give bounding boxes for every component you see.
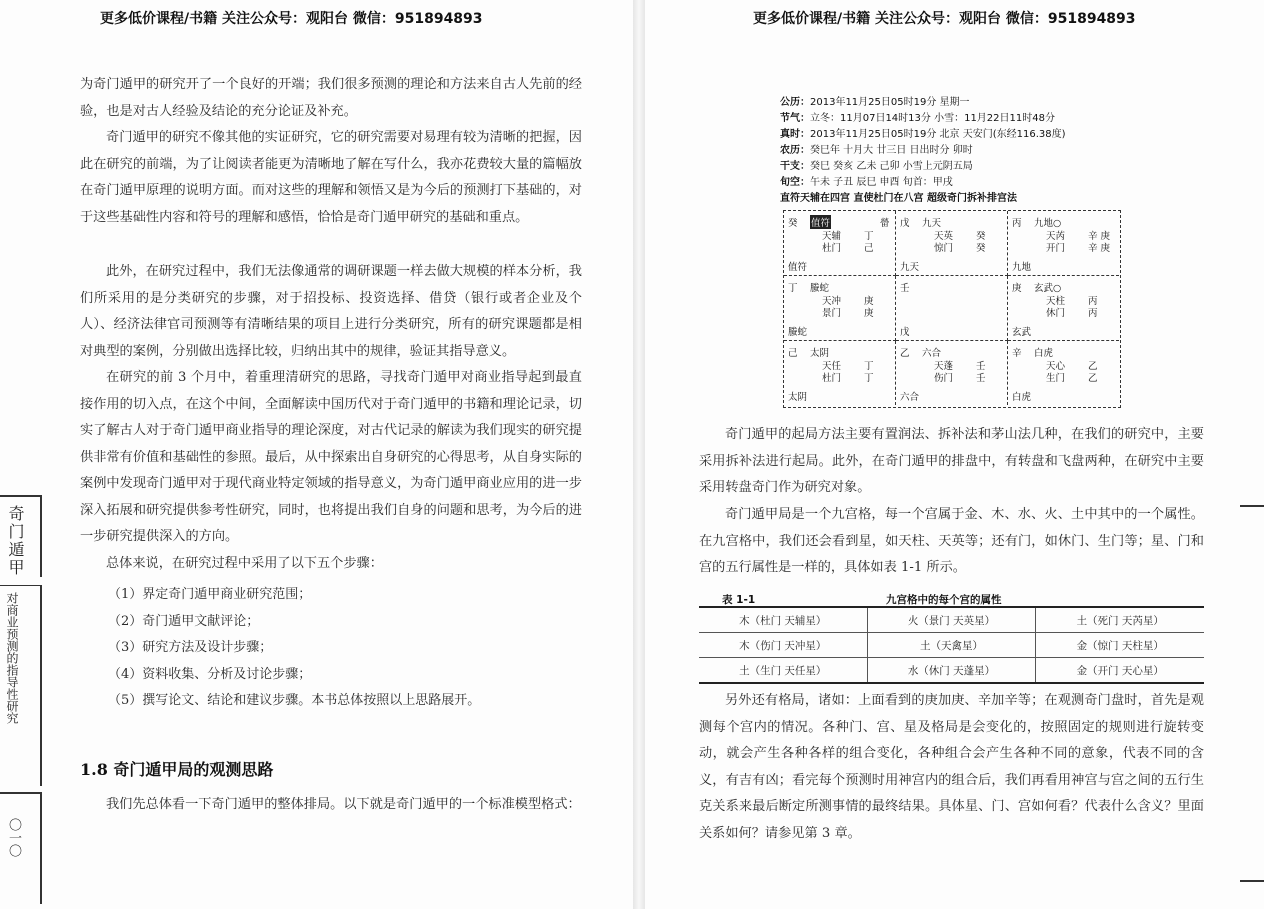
palace-glyph: 壬 (976, 361, 986, 372)
palace-glyph: 己 (864, 243, 874, 254)
palace-glyph: 九天 (922, 218, 942, 229)
palace-cell (784, 211, 896, 276)
page-header: 更多低价课程/书籍 关注公众号：观阳台 微信：951894893 (100, 11, 483, 27)
palace-cell (896, 341, 1008, 405)
paragraph: 总体来说，在研究过程中采用了以下五个步骤： (106, 556, 383, 571)
palace-glyph: 壬 (900, 283, 910, 294)
page-header: 更多低价课程/书籍 关注公众号：观阳台 微信：951894893 (753, 11, 1136, 27)
palace-glyph: 景门 (822, 308, 842, 319)
pan-info-line (780, 161, 973, 173)
palace-glyph: 丁 (864, 231, 874, 242)
palace-glyph: 丙 (1088, 308, 1098, 319)
table-row (699, 633, 1204, 658)
palace-glyph: 生门 (1046, 373, 1066, 384)
page-number: 〇一〇 (6, 818, 21, 857)
palace-glyph: 癸 (976, 231, 986, 242)
attribute-table (699, 606, 1204, 684)
palace-glyph: 值符 (810, 215, 831, 229)
palace-glyph: 六合 (900, 392, 920, 403)
pan-info-line (780, 129, 1066, 141)
palace-glyph: 天任 (822, 361, 842, 372)
pan-info-value: 2013年11月25日05时19分 北京 天安门(东经116.38度) (810, 129, 1066, 140)
step-item: （4）资料收集、分析及讨论步骤； (108, 667, 312, 682)
pan-info-value: 癸巳年 十月大 廿三日 日出时分 卯时 (810, 145, 973, 156)
side-title: 奇门遁甲 (6, 505, 25, 577)
palace-cell (896, 211, 1008, 276)
palace-glyph: 丙 (1012, 218, 1022, 229)
palace-glyph: 㽦 (880, 218, 890, 229)
palace-glyph: 辛 庚 (1088, 243, 1111, 254)
side-tab-subtitle (0, 585, 42, 786)
palace-glyph: 杜门 (822, 373, 842, 384)
palace-glyph: 天冲 (822, 296, 842, 307)
palace-glyph: 惊门 (934, 243, 954, 254)
table-row (699, 607, 1204, 633)
paragraph: 另外还有格局，诸如：上面看到的庚加庚、辛加辛等；在观测奇门盘时，首先是观测每个宫内的情况。各种门、宫、星及格局是会变化的，按照固定的规则进行旋转变动，就会产生各种各样的组合变化，各种组合会产生各种不同的意象，代表不同的含义，有吉有凶；看完每个预测时用神宫内的组合后，我们再看用神宫与宫之间的五行生克关系来最后断定所测事情的最终结果。具体星、门、宫如何看？代表什么含义？里面关系如何？请参见第 3 章。 (699, 693, 1204, 841)
palace-cell (1008, 341, 1119, 405)
palace-glyph: 辛 庚 (1088, 231, 1111, 242)
paragraph: 我们先总体看一下奇门遁甲的整体排局。以下就是奇门遁甲的一个标准模型格式： (106, 797, 581, 812)
palace-glyph: 丁 (788, 283, 798, 294)
paragraph: 奇门遁甲的研究不像其他的实证研究，它的研究需要对易理有较为清晰的把握，因此在研究的前端，为了让阅读者能更为清晰地了解在写什么，我亦花费较大量的篇幅放在奇门遁甲原理的说明方面。而对这些的理解和领悟又是为今后的预测打下基础的，对于这些基础性内容和符号的理解和感悟，恰恰是奇门遁甲研究的基础和重点。 (80, 130, 582, 225)
table-cell: 木（杜门 天辅星） (699, 607, 867, 633)
table-cell: 土（生门 天任星） (699, 658, 867, 684)
palace-glyph: 天英 (934, 231, 954, 242)
side-tab-pagenum (0, 792, 42, 904)
palace-glyph: 天辅 (822, 231, 842, 242)
pan-info-key: 真时： (780, 129, 810, 140)
palace-glyph: 六合 (922, 348, 942, 359)
pan-info-line (780, 177, 953, 189)
palace-glyph: 螣蛇 (788, 327, 808, 338)
pan-info-key: 公历： (780, 97, 810, 108)
palace-glyph: 乙 (900, 348, 910, 359)
palace-glyph: 伤门 (934, 373, 954, 384)
paragraph: 奇门遁甲局是一个九宫格，每一个宫属于金、木、水、火、土中其中的一个属性。在九宫格中，我们还会看到星，如天柱、天英等；还有门，如休门、生门等；星、门和宫的五行属性是一样的，具体如表 1-1 所示。 (699, 507, 1204, 575)
palace-glyph: 丁 (864, 361, 874, 372)
table-cell: 木（伤门 天冲星） (699, 633, 867, 658)
palace-glyph: 值符 (788, 262, 808, 273)
palace-glyph: 庚 (864, 296, 874, 307)
qimen-chart-grid (783, 210, 1121, 408)
pan-info-value: 癸巳 癸亥 乙未 己卯 小雪上元阴五局 (810, 161, 973, 172)
palace-glyph: 丙 (1088, 296, 1098, 307)
palace-glyph: 白虎 (1012, 392, 1032, 403)
palace-glyph: 休门 (1046, 308, 1066, 319)
palace-glyph: 九地 (1012, 262, 1032, 273)
pan-info-line (780, 145, 973, 157)
step-item: （5）撰写论文、结论和建议步骤。本书总体按照以上思路展开。 (108, 693, 481, 708)
palace-glyph: 辛 (1012, 348, 1022, 359)
pan-footer: 直符天辅在四宫 直使杜门在八宫 超级奇门拆补排宫法 (780, 193, 1017, 204)
palace-glyph: 玄武○ (1034, 283, 1062, 294)
book-gutter (633, 0, 645, 909)
pan-info-key: 旬空： (780, 177, 810, 188)
pan-info-key: 干支： (780, 161, 810, 172)
palace-glyph: 天芮 (1046, 231, 1066, 242)
palace-cell (1008, 211, 1119, 276)
palace-cell (1008, 276, 1119, 341)
paragraph: 奇门遁甲的起局方法主要有置润法、拆补法和茅山法几种，在我们的研究中，主要采用拆补法进行起局。此外，在奇门遁甲的排盘中，有转盘和飞盘两种，在研究中主要采用转盘奇门作为研究对象。 (699, 427, 1204, 495)
palace-glyph: 九地○ (1034, 218, 1062, 229)
palace-glyph: 壬 (976, 373, 986, 384)
edge-mark (1240, 880, 1264, 882)
palace-glyph: 天心 (1046, 361, 1066, 372)
palace-cell (896, 276, 1008, 341)
pan-info-value: 2013年11月25日05时19分 星期一 (810, 97, 970, 108)
palace-glyph: 庚 (1012, 283, 1022, 294)
palace-glyph: 杜门 (822, 243, 842, 254)
table-cell: 水（休门 天蓬星） (867, 658, 1036, 684)
palace-glyph: 乙 (1088, 361, 1098, 372)
step-item: （2）奇门遁甲文献评论； (108, 614, 260, 629)
palace-glyph: 天柱 (1046, 296, 1066, 307)
paragraph: 在研究的前 3 个月中，着重理清研究的思路，寻找奇门遁甲对商业指导起到最直接作用的切入点，在这个中间，全面解读中国历代对于奇门遁甲的书籍和理论记录，切实了解古人对于奇门遁甲商业指导的理论深度，对古代记录的解读为我们现实的研究提供非常有价值和基础性的参照。最后，从中探索出自身研究的心得思考，从自身实际的案例中发现奇门遁甲对于现代商业特定领域的指导意义，为奇门遁甲商业应用的进一步深入拓展和研究提供参考性研究，同时，也将提出我们自身的问题和思考，为今后的进一步研究提供深入的方向。 (80, 370, 582, 544)
palace-glyph: 丁 (864, 373, 874, 384)
palace-glyph: 己 (788, 348, 798, 359)
paragraph: 为奇门遁甲的研究开了一个良好的开端；我们很多预测的理论和方法来自古人先前的经验，也是对古人经验及结论的充分论证及补充。 (80, 77, 582, 119)
palace-glyph: 白虎 (1034, 348, 1054, 359)
palace-glyph: 癸 (788, 218, 798, 229)
palace-glyph: 乙 (1088, 373, 1098, 384)
pan-info-line (780, 97, 970, 109)
table-cell: 土（死门 天芮星） (1036, 607, 1204, 633)
table-cell: 金（开门 天心星） (1036, 658, 1204, 684)
palace-glyph: 庚 (864, 308, 874, 319)
palace-glyph: 太阴 (810, 348, 830, 359)
palace-glyph: 螣蛇 (810, 283, 830, 294)
palace-glyph: 太阴 (788, 392, 808, 403)
palace-glyph: 癸 (976, 243, 986, 254)
table-row (699, 658, 1204, 684)
palace-glyph: 天蓬 (934, 361, 954, 372)
palace-glyph: 戊 (900, 327, 910, 338)
palace-glyph: 玄武 (1012, 327, 1032, 338)
paragraph: 此外，在研究过程中，我们无法像通常的调研课题一样去做大规模的样本分析，我们所采用的是分类研究的步骤，对于招投标、投资选择、借贷（银行或者企业及个人）、经济法律官司预测等有清晰结果的项目上进行分类研究，所有的研究课题都是相对典型的案例，分别做出选择比较，归纳出其中的规律，验证其指导意义。 (80, 264, 582, 359)
table-title: 九宫格中的每个宫的属性 (886, 594, 1002, 606)
palace-glyph: 戊 (900, 218, 910, 229)
palace-glyph: 开门 (1046, 243, 1066, 254)
pan-info-key: 节气： (780, 113, 810, 124)
table-cell: 土（天禽星） (867, 633, 1036, 658)
step-item: （3）研究方法及设计步骤； (108, 640, 273, 655)
pan-info-value: 午未 子丑 辰巳 申酉 旬首：甲戌 (810, 177, 953, 188)
side-subtitle: 对商业预测的指导性研究 (5, 592, 19, 724)
table-cell: 金（惊门 天柱星） (1036, 633, 1204, 658)
table-label: 表 1-1 (722, 594, 756, 606)
table-cell: 火（景门 天英星） (867, 607, 1036, 633)
pan-info-key: 农历： (780, 145, 810, 156)
palace-glyph: 九天 (900, 262, 920, 273)
palace-cell (784, 341, 896, 405)
pan-info-value: 立冬：11月07日14时13分 小雪：11月22日11时48分 (810, 113, 1055, 124)
edge-mark (1240, 505, 1264, 507)
palace-cell (784, 276, 896, 341)
side-tab-title (0, 495, 42, 577)
section-heading: 1.8 奇门遁甲局的观测思路 (80, 760, 274, 779)
pan-info-line (780, 113, 1055, 125)
step-item: （1）界定奇门遁甲商业研究范围； (108, 587, 312, 602)
